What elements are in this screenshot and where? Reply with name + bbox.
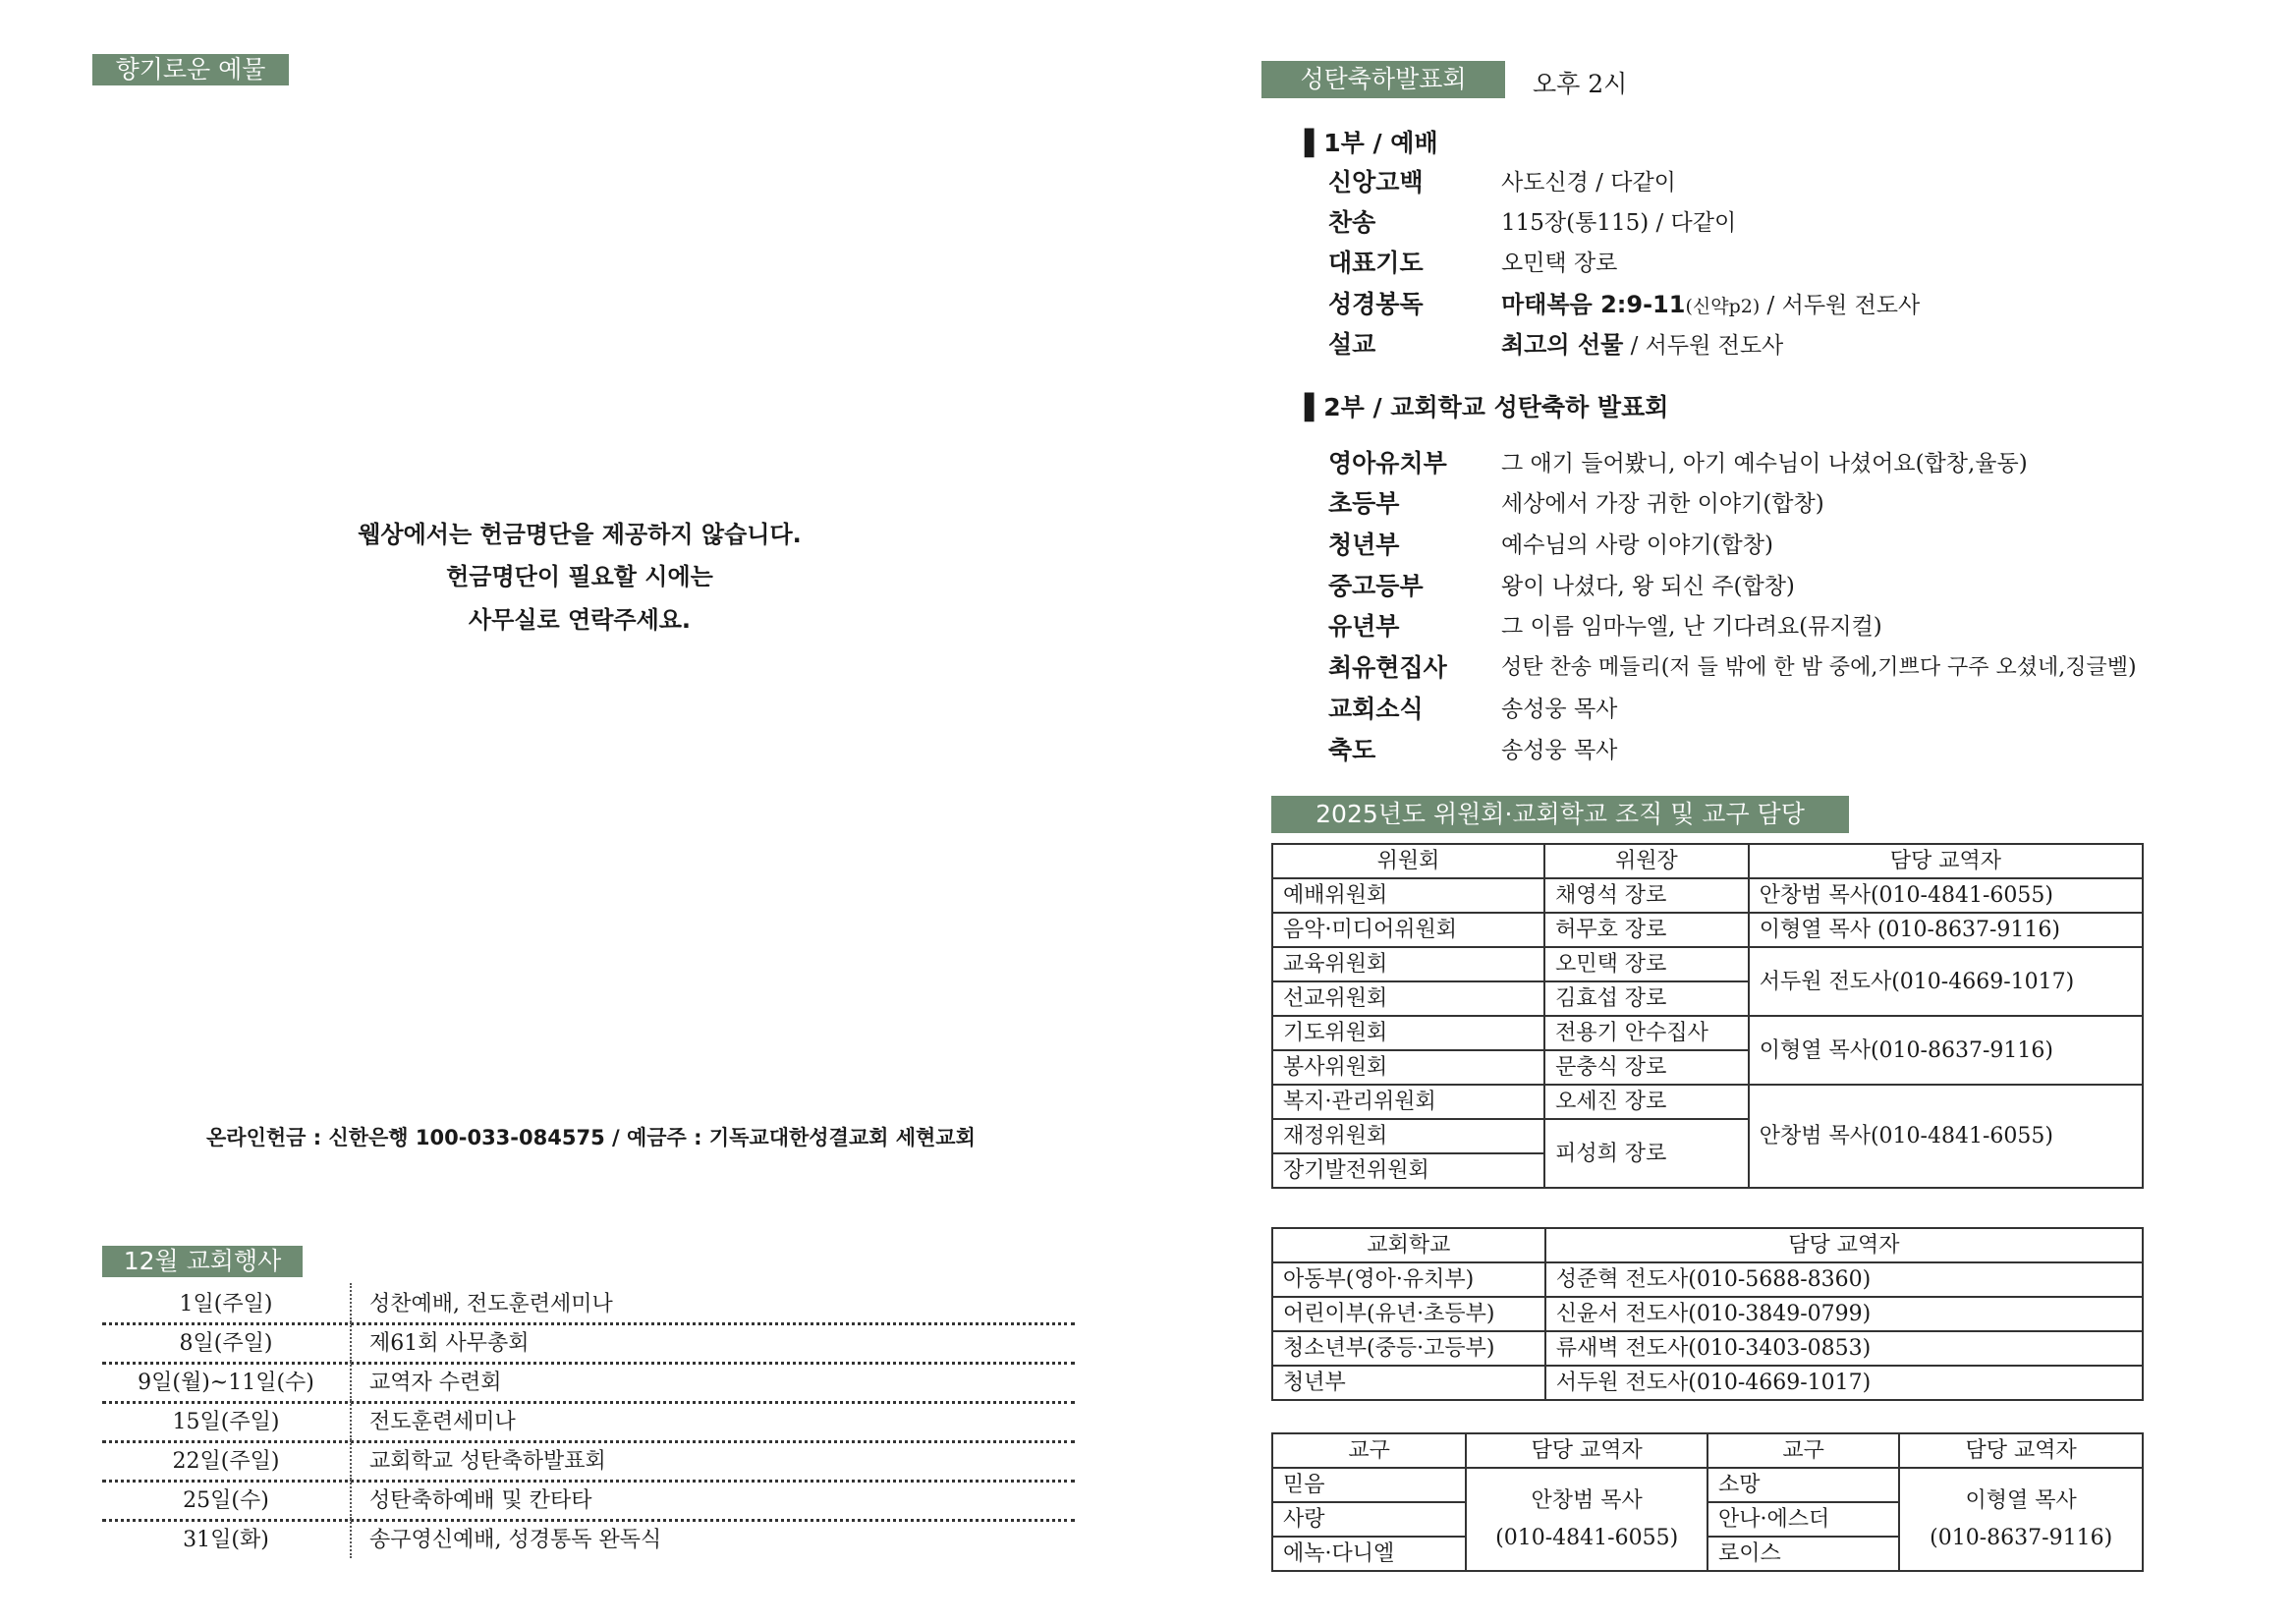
committee-name: 장기발전위원회 bbox=[1272, 1153, 1544, 1188]
event-text: 전도훈련세미나 bbox=[369, 1410, 516, 1434]
committee-name: 재정위원회 bbox=[1272, 1119, 1544, 1153]
program-value: 그 애기 들어봤니, 아기 예수님이 나셨어요(합창,율동) bbox=[1501, 451, 2028, 476]
program-time: 오후 2시 bbox=[1533, 70, 1628, 98]
school-header-row bbox=[1272, 1228, 2143, 1262]
committee-name: 선교위원회 bbox=[1272, 981, 1544, 1016]
committee-name: 기도위원회 bbox=[1272, 1016, 1544, 1050]
parish-header: 교구 bbox=[1272, 1433, 1466, 1468]
parish-name: 사랑 bbox=[1272, 1502, 1466, 1537]
committee-name: 복지·관리위원회 bbox=[1272, 1085, 1544, 1119]
parish-row bbox=[1272, 1468, 2143, 1502]
program-value: 성탄 찬송 메들리(저 들 밖에 한 밤 중에,기쁘다 구주 오셨네,징글벨) bbox=[1501, 655, 2137, 680]
program-section-tag: 성탄축하발표회 bbox=[1261, 61, 1505, 98]
event-text: 제61회 사무총회 bbox=[369, 1331, 530, 1356]
events-section-tag: 12월 교회행사 bbox=[102, 1246, 303, 1277]
parish-table bbox=[1271, 1432, 2144, 1572]
committee-minister: 이형열 목사 (010-8637-9116) bbox=[1749, 913, 2143, 947]
committee-row bbox=[1272, 878, 2143, 913]
program-value: 송성웅 목사 bbox=[1501, 697, 1618, 722]
committee-minister: 이형열 목사(010-8637-9116) bbox=[1749, 1016, 2143, 1085]
school-row bbox=[1272, 1366, 2143, 1400]
school-minister: 서두원 전도사(010-4669-1017) bbox=[1545, 1366, 2143, 1400]
parish-minister bbox=[1466, 1468, 1707, 1571]
offering-notice-line-1: 웹상에서는 헌금명단을 제공하지 않습니다. bbox=[358, 521, 802, 548]
event-date: 25일(수) bbox=[102, 1480, 352, 1519]
event-row bbox=[102, 1362, 1075, 1404]
organization-section-tag: 2025년도 위원회·교회학교 조직 및 교구 담당 bbox=[1271, 796, 1849, 833]
committee-minister: 서두원 전도사(010-4669-1017) bbox=[1749, 947, 2143, 1016]
parish-minister-header: 담당 교역자 bbox=[1466, 1433, 1707, 1468]
parish-header-row bbox=[1272, 1433, 2143, 1468]
event-text: 교역자 수련회 bbox=[369, 1371, 502, 1395]
event-text: 성찬예배, 전도훈련세미나 bbox=[369, 1292, 613, 1316]
program-label: 최유현집사 bbox=[1328, 653, 1447, 682]
program-value: 그 이름 임마누엘, 난 기다려요(뮤지컬) bbox=[1501, 614, 1882, 640]
event-text: 교회학교 성탄축하발표회 bbox=[369, 1449, 606, 1474]
school-name: 어린이부(유년·초등부) bbox=[1272, 1297, 1545, 1331]
program-label: 교회소식 bbox=[1328, 695, 1424, 723]
program-value: 세상에서 가장 귀한 이야기(합창) bbox=[1501, 491, 1824, 517]
committee-header: 위원회 bbox=[1272, 844, 1544, 878]
committee-row bbox=[1272, 947, 2143, 981]
event-text: 성탄축하예배 및 칸타타 bbox=[369, 1488, 592, 1513]
event-row bbox=[102, 1401, 1075, 1443]
committee-name: 음악·미디어위원회 bbox=[1272, 913, 1544, 947]
program-label: 중고등부 bbox=[1328, 572, 1424, 600]
event-date: 15일(주일) bbox=[102, 1401, 352, 1440]
committee-chair: 오세진 장로 bbox=[1544, 1085, 1749, 1119]
offering-section-tag: 향기로운 예물 bbox=[92, 54, 289, 85]
school-row bbox=[1272, 1331, 2143, 1366]
program-value: 왕이 나셨다, 왕 되신 주(합창) bbox=[1501, 574, 1795, 599]
parish-minister-name: 이형열 목사 bbox=[1965, 1487, 2077, 1513]
parish-minister-phone: (010-4841-6055) bbox=[1495, 1525, 1679, 1550]
event-row bbox=[102, 1322, 1075, 1365]
school-minister: 신윤서 전도사(010-3849-0799) bbox=[1545, 1297, 2143, 1331]
scripture-reference: 마태복음 2:9-11 bbox=[1501, 291, 1686, 318]
program-value: 예수님의 사랑 이야기(합창) bbox=[1501, 532, 1773, 558]
program-value: 115장(통115) / 다같이 bbox=[1501, 210, 1737, 236]
parish-name: 안나·에스더 bbox=[1707, 1502, 1899, 1537]
parish-minister-phone: (010-8637-9116) bbox=[1930, 1525, 2113, 1550]
committee-minister: 안창범 목사(010-4841-6055) bbox=[1749, 878, 2143, 913]
minister-header: 담당 교역자 bbox=[1749, 844, 2143, 878]
school-minister-header: 담당 교역자 bbox=[1545, 1228, 2143, 1262]
event-row bbox=[102, 1283, 1075, 1325]
committee-chair: 전용기 안수집사 bbox=[1544, 1016, 1749, 1050]
program-label: 찬송 bbox=[1328, 208, 1376, 237]
parish-minister-name: 안창범 목사 bbox=[1531, 1487, 1643, 1513]
part1-title: ▌1부 / 예배 bbox=[1305, 129, 1438, 157]
committee-chair: 문충식 장로 bbox=[1544, 1050, 1749, 1085]
parish-name: 소망 bbox=[1707, 1468, 1899, 1502]
program-value: 오민택 장로 bbox=[1501, 251, 1618, 276]
online-giving-info: 온라인헌금 : 신한은행 100-033-084575 / 예금주 : 기독교대한성결교회 세현교회 bbox=[206, 1126, 976, 1149]
scripture-page: (신약p2) bbox=[1685, 296, 1761, 317]
church-school-table bbox=[1271, 1227, 2144, 1401]
parish-minister-header: 담당 교역자 bbox=[1899, 1433, 2143, 1468]
school-row bbox=[1272, 1262, 2143, 1297]
program-label: 영아유치부 bbox=[1328, 449, 1447, 477]
committee-header-row bbox=[1272, 844, 2143, 878]
parish-header: 교구 bbox=[1707, 1433, 1899, 1468]
program-value: 송성웅 목사 bbox=[1501, 738, 1618, 763]
committee-row bbox=[1272, 1016, 2143, 1050]
committee-name: 봉사위원회 bbox=[1272, 1050, 1544, 1085]
committee-chair: 김효섭 장로 bbox=[1544, 981, 1749, 1016]
event-date: 8일(주일) bbox=[102, 1322, 352, 1362]
event-row bbox=[102, 1480, 1075, 1522]
event-date: 22일(주일) bbox=[102, 1440, 352, 1480]
scripture-reader: / 서두원 전도사 bbox=[1760, 293, 1921, 318]
program-label: 유년부 bbox=[1328, 612, 1400, 641]
program-value bbox=[1501, 285, 1920, 326]
program-label: 성경봉독 bbox=[1328, 290, 1424, 318]
committee-chair: 오민택 장로 bbox=[1544, 947, 1749, 981]
committee-row bbox=[1272, 913, 2143, 947]
event-row bbox=[102, 1440, 1075, 1483]
school-minister: 성준혁 전도사(010-5688-8360) bbox=[1545, 1262, 2143, 1297]
school-name: 아동부(영아·유치부) bbox=[1272, 1262, 1545, 1297]
committee-name: 교육위원회 bbox=[1272, 947, 1544, 981]
school-name: 청년부 bbox=[1272, 1366, 1545, 1400]
event-date: 31일(화) bbox=[102, 1519, 352, 1558]
committee-minister: 안창범 목사(010-4841-6055) bbox=[1749, 1085, 2143, 1188]
parish-name: 로이스 bbox=[1707, 1537, 1899, 1571]
chair-header: 위원장 bbox=[1544, 844, 1749, 878]
parish-minister bbox=[1899, 1468, 2143, 1571]
event-date: 9일(월)~11일(수) bbox=[102, 1362, 352, 1401]
parish-name: 에녹·다니엘 bbox=[1272, 1537, 1466, 1571]
offering-notice-line-3: 사무실로 연락주세요. bbox=[468, 606, 692, 634]
program-label: 청년부 bbox=[1328, 531, 1400, 559]
sermon-title: 최고의 선물 bbox=[1501, 331, 1624, 359]
program-value bbox=[1501, 325, 1783, 365]
committee-row bbox=[1272, 1085, 2143, 1119]
committee-chair: 채영석 장로 bbox=[1544, 878, 1749, 913]
school-name: 청소년부(중등·고등부) bbox=[1272, 1331, 1545, 1366]
event-text: 송구영신예배, 성경통독 완독식 bbox=[369, 1528, 662, 1552]
program-label: 설교 bbox=[1328, 330, 1376, 359]
part2-title: ▌2부 / 교회학교 성탄축하 발표회 bbox=[1305, 393, 1669, 421]
school-minister: 류새벽 전도사(010-3403-0853) bbox=[1545, 1331, 2143, 1366]
program-label: 신앙고백 bbox=[1328, 168, 1424, 196]
committee-chair: 피성희 장로 bbox=[1544, 1119, 1749, 1188]
offering-notice-line-2: 헌금명단이 필요할 시에는 bbox=[446, 563, 713, 590]
sermon-preacher: / 서두원 전도사 bbox=[1623, 333, 1784, 359]
program-label: 초등부 bbox=[1328, 489, 1400, 518]
school-row bbox=[1272, 1297, 2143, 1331]
committee-name: 예배위원회 bbox=[1272, 878, 1544, 913]
committee-table bbox=[1271, 843, 2144, 1189]
event-row bbox=[102, 1519, 1075, 1558]
event-date: 1일(주일) bbox=[102, 1283, 352, 1322]
committee-chair: 허무호 장로 bbox=[1544, 913, 1749, 947]
program-label: 축도 bbox=[1328, 736, 1376, 764]
school-header: 교회학교 bbox=[1272, 1228, 1545, 1262]
program-label: 대표기도 bbox=[1328, 249, 1424, 277]
program-value: 사도신경 / 다같이 bbox=[1501, 170, 1676, 196]
parish-name: 믿음 bbox=[1272, 1468, 1466, 1502]
